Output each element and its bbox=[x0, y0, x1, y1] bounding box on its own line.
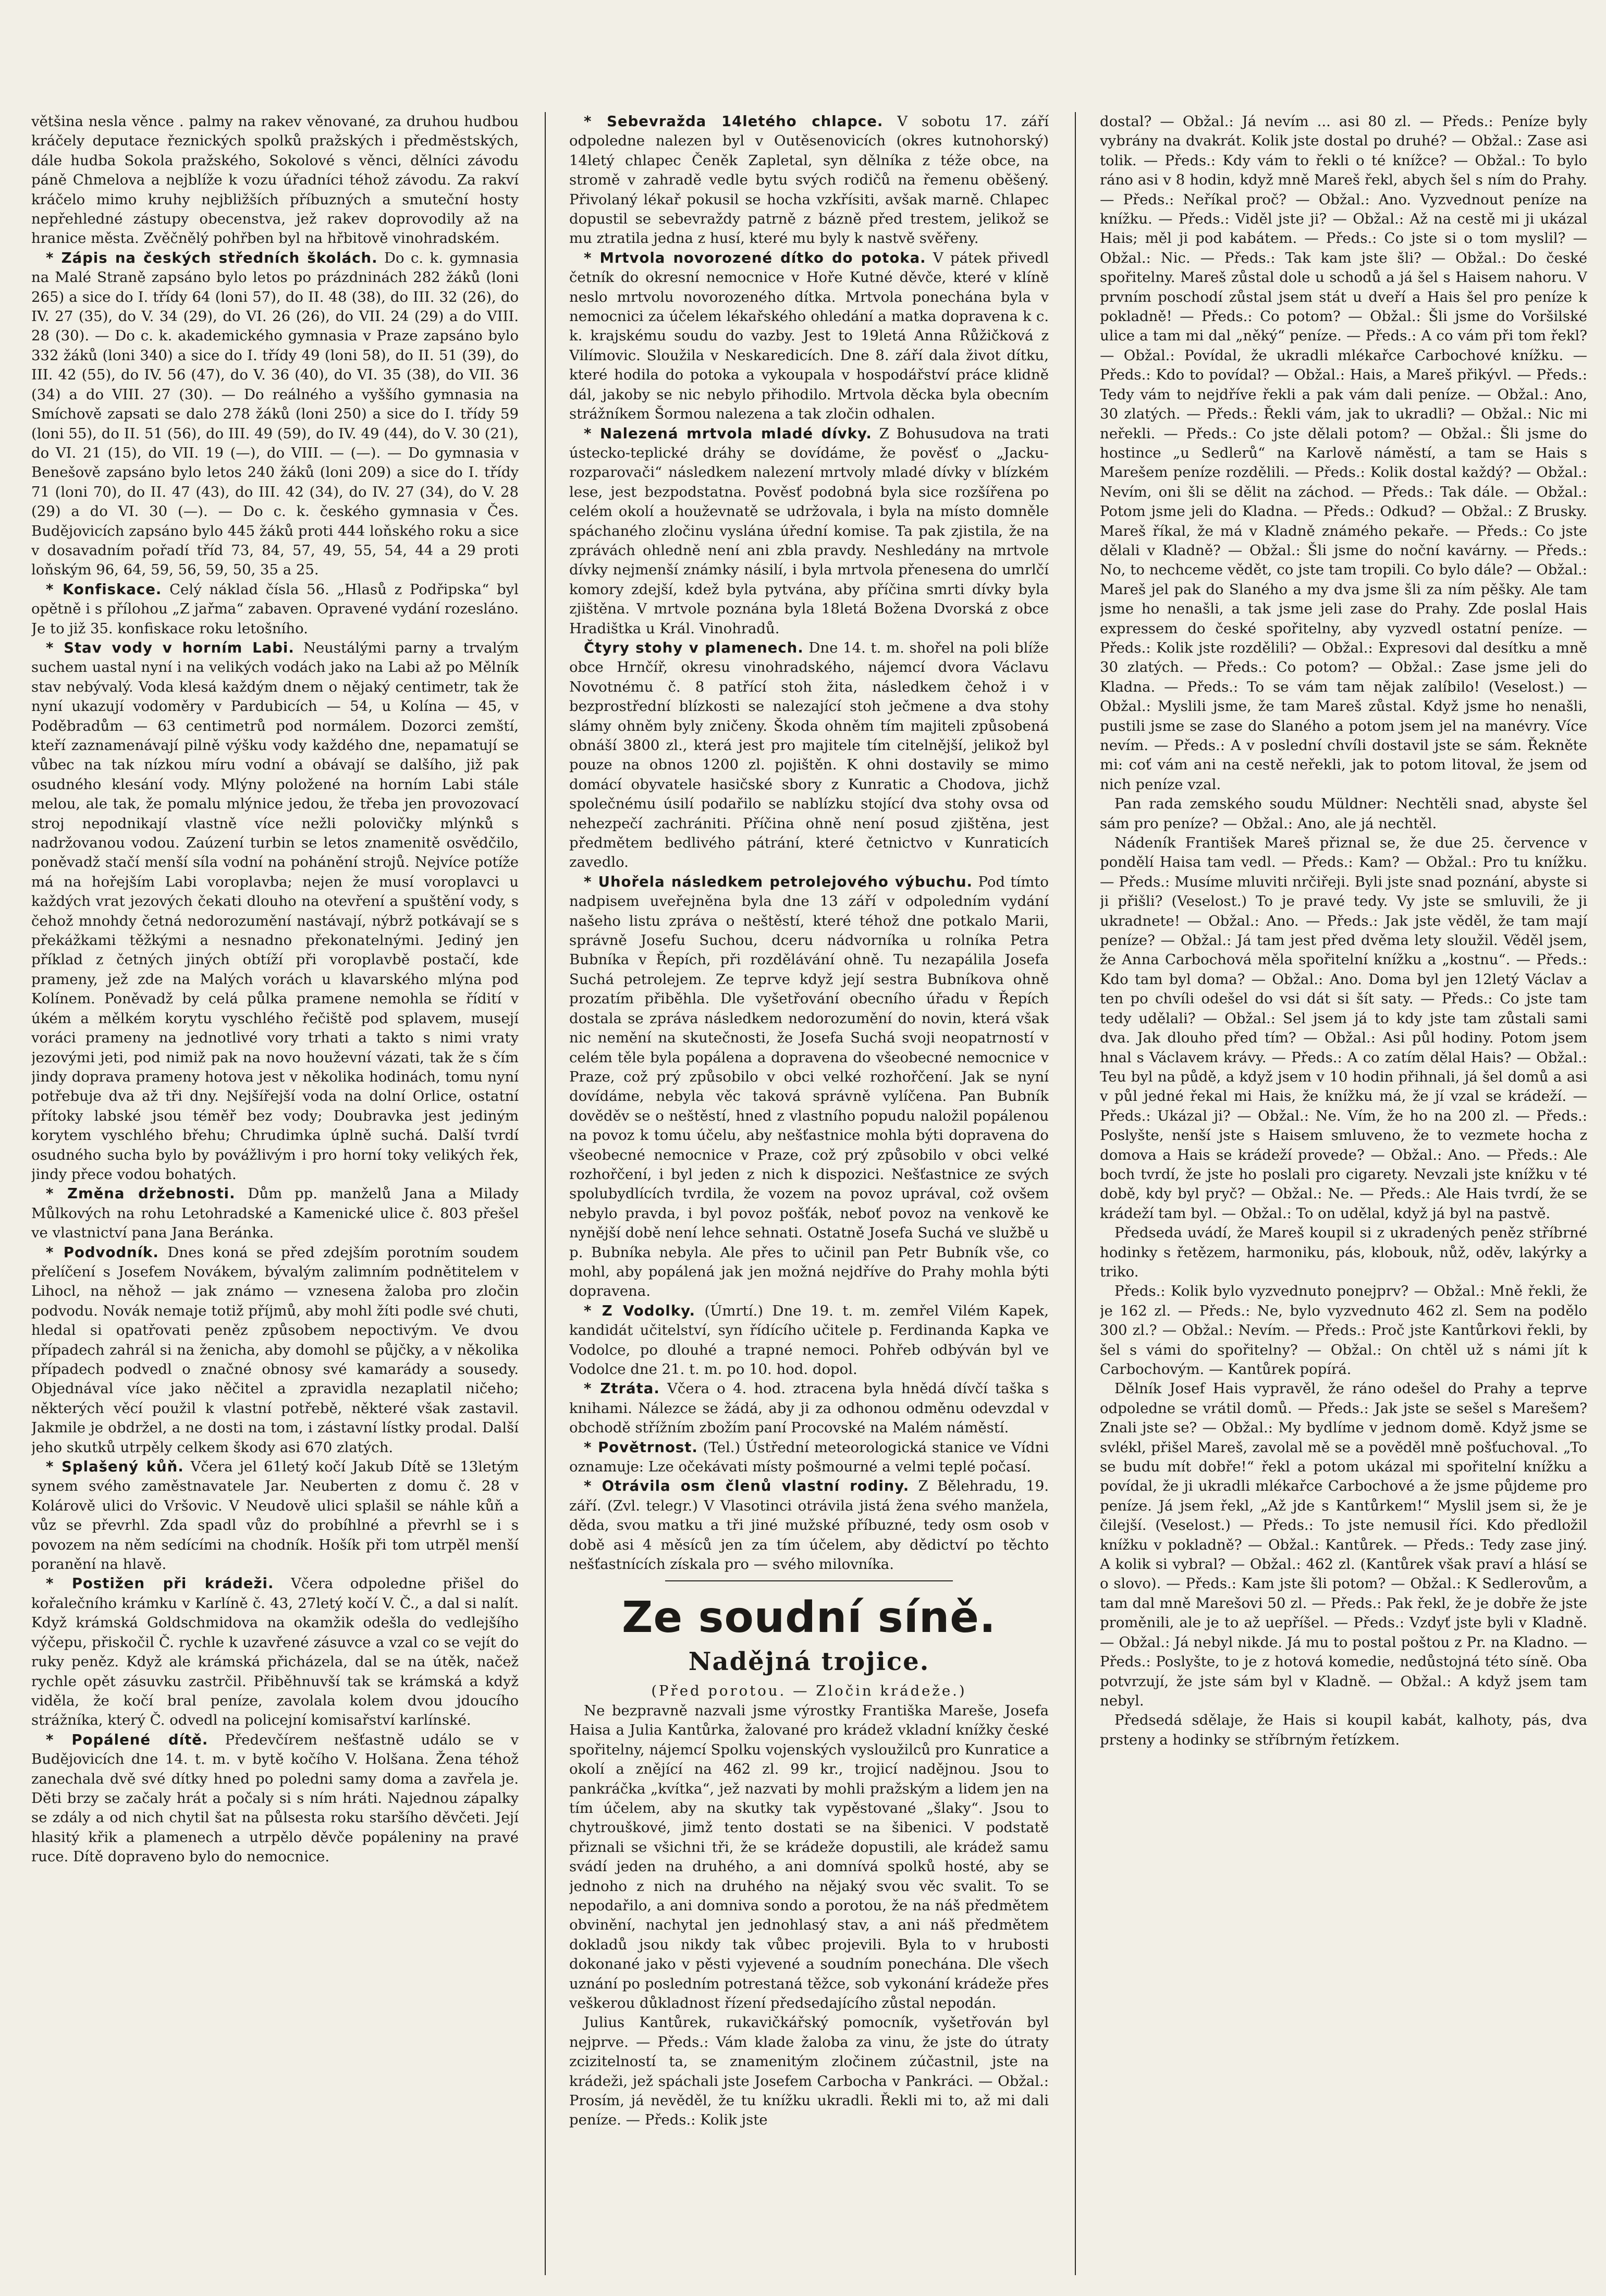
c1-paragraph-3: * Stav vody v horním Labi. Neustálými parny a trvalým suchem uastal nyní i na velikých vodách jako na Labi až po Mělník stav nebývalý. Voda klesá každým dnem o nějaký centimetr, tak že nyní ukazují vodoměry v Pardubicích — 54, u Kolína — 45, v Poděbradům — 63 centimetrů pod normálem. Dozorci zemští, kteří zaznamenávají pilně výšku vody každého dne, nepamatují se vůbec na tak nízkou míru vodní a obávají se dalšího, již pak osudného klesání vody. Mlýny položené na horním Labi stále melou, ale tak, že pomalu mlýnice jedou, že třeba jen provozovací stroj nepodnikají vlastně více nežli polovičky mlýnků s nadržovanou vodou. Zaúzení turbin se letos znamenitě osvědčilo, poněvadž stačí menší síla vodní na pohánění strojů. Nejvíce potíže má na hořejším Labi voroplavba; nejen že musí voroplavci u každých vrat jezových čekati dlouho na otevření a spuštění vody, s čehož mnohdy četná nedorozumění nastávají, nýbrž potkávají se s překážkami těžkými a nesnadno překonatelnými. Jediný jen příklad z četných jiných obtíží při voroplavbě postačí, kde prameny, jež zde na Malých vorách u klavarského mlýna pod Kolínem. Poněvadž by celá půlka pramene nemohla se řídití v úkém a mělkém korytu vyschlého řečiště pod splavem, musejí voráci prameny na jednotlivé vory trhati a takto s nimi vraty jezovými jeti, pod nimiž pak na novo houževní vázati, tak že s čím jindy doprava prameny hotova jest v několika hodinách, tomu nyní potřebuje dva až tři dny. Nejšířejší voda na dolní Orlice, ostatní přítoky labské jsou téměř bez vody; Doubravka jest jediným korytem vyschlého břehu; Chrudimka úplně suchá. Další tvrdí osudného sucha bylo by povážlivým i pro horní toky velikých řek, jindy přece vodou bohatých. bbox=[31, 639, 519, 1183]
column-divider-1 bbox=[545, 112, 546, 2275]
c3-paragraph-5: Dělník Josef Hais vypravěl, že ráno odešel do Prahy a teprve odpoledne se vrátil domů. — Předs.: Jak jste se sešel s Marešem? Znali jste se? — Obžal.: My bydlíme v jednom domě. Když jsme se svlékl, přišel Mareš, zavolal mě se a pověděl mně pošťuchoval. „To se budu mít dobře!“ řekl a potom ukázal mi spořitelní knížku a povídal, že ji ukradli mlékařce Carbochové a že jsme půjdeme pro peníze. Já jsem řekl, „Až jde s Kantůrkem!“ Myslil jsem si, že je čilejší. (Veselost.) — Předs.: To jste nemusil říci. Kdo předložil knížku v pokladně? — Obžal.: Kantůrek. — Předs.: Tedy zase jiný. A kolik si vybral? — Obžal.: 462 zl. (Kantůrek však praví a hlásí se o slovo). — Předs.: Kam jste šli potom? — Obžal.: K Sedlerovům, a tam dal mně Marešovi 50 zl. — Předs.: Pak řekl, že je dobře že jste proměnili, ale je to až uepříšel. — Předs.: Vzdyť jste byli v Kladně. — Obžal.: Já nebyl nikde. Já mu to postal poštou z Pr. na Kladno. — Předs.: Poslyšte, to je z hotová komedie, nedůstojná této síně. Oba potvrzují, že jste sám byl v Kladně. — Obžal.: A když jsem tam nebyl. bbox=[1100, 1380, 1587, 1709]
c1-heading-8: * Popálené dítě. bbox=[46, 1731, 209, 1748]
c1-heading-1: * Zápis na českých středních školách. bbox=[46, 249, 378, 266]
c3-paragraph-2: Nádeník František Mareš přiznal se, že due 25. července v pondělí Haisa tam vedl. — Předs.: Kam? — Obžal.: Pro tu knížku. — Předs.: Musíme mluviti nrčiřeji. Byli jste snad poznání, abyste si ji přišli? (Veselost.) To je pravé tedy. Vy jste se smluvili, že ji ukradnete! — Obžal.: Ano. — Předs.: Jak jste věděl, že tam mají peníze? — Obžal.: Já tam jest před dvěma lety sloužil. Věděl jsem, že Anna Carbochová měla spořitelní knížku a „kostnu“. — Předs.: Kdo tam byl doma? — Obžal.: Ano. Doma byl jen 12letý Václav a ten po chvíli odešel do vsi dát si šít saty. — Předs.: Co jste tam tedy udělali? — Obžal.: Sel jsem já to kdy jste tam zůstali sami dva. Jak dlouho před tím? — Obžal.: Asi půl hodiny. Potom jsem hnal s Václavem krávy. — Předs.: A co zatím dělal Hais? — Obžal.: Teu byl na půdě, a když jsem v 10 hodin přihnali, já šel domů a asi v půl jedné řekal mi Hais, že knížku má, že jí vzal se krádeží. — Předs.: Ukázal ji? — Obžal.: Ne. Vím, že ho na 200 zl. — Předs.: Poslyšte, nenší jste s Haisem smluveno, že to vezmete hocha z domova a Hais se krádeží provede? — Obžal.: Ano. — Předs.: Ale boch tvrdí, že jste ho poslali pro cigarety. Nevzali jste knížku v té době, kdy byl pryč? — Obžal.: Ne. — Předs.: Ale Hais tvrdí, že se krádeží tam byl. — Obžal.: To on udělal, když já byl na pastvě. bbox=[1100, 834, 1587, 1222]
article-paragraph-1: Julius Kantůrek, rukavičkářský pomocník, vyšetřován byl nejprve. — Předs.: Vám klade žaloba za vinu, že jste do útraty zcizitelností ta, se znamenitým zločinem zúčastnil, jste na krádeži, jež spáchali jste Josefem Carbocha v Pankráci. — Obžal.: Prosím, já nevěděl, že tu knížku ukradli. Řekli mi to, až mi dali peníze. — Předs.: Kolik jste bbox=[569, 2014, 1049, 2129]
section-separator bbox=[665, 1580, 953, 1581]
column-3 bbox=[1100, 112, 1587, 2275]
c2-paragraph-1: * Mrtvola novorozené dítko do potoka. V pátek přivedl četník do okresní nemocnice v Hoře Kutné děvče, které v klíně neslo mrtvolu novorozeného dítka. Mrtvola ponechána byla v nemocnici za účelem lékařského ohledání a matka dopravena k c. k. krajskému soudu do vazby. Jest to 19letá Anna Růžičková z Vilímovic. Sloužila v Neskaredicích. Dne 8. září dala život dítku, které hodila do potoka a vykoupala v hospodářství práce klidně dál, jakoby se nic nebylo přihodilo. Mrtvola děcka byla obecním strážníkem Šormou nalezena a tak zločin odhalen. bbox=[569, 249, 1049, 423]
c3-paragraph-6: Předsedá sdělaje, že Hais si koupil kabát, kalhoty, pás, dva prsteny a hodinky se stříbrným řetízkem. bbox=[1100, 1712, 1587, 1748]
c1-paragraph-5: * Podvodník. Dnes koná se před zdejším porotním soudem přelíčení s Josefem Novákem, bývalým zalimním podnětitelem v Lihocl, na něhož — jak známo — vznesena žaloba pro zločin podvodu. Novák nemaje totiž příjmů, aby mohl žíti podle své chuti, hledal si opatřovati peněz způsobem nepoctivým. Ve dvou případech zahrál si na ženicha, aby domohl se půjčky, a v několika případech podvedl o značné obnosy své kamarády a sousedy. Objednával více jako něčitel a zpravidla nezaplatil ničeho; některých věcí použil k vlastní potřebě, některé však zastavil. Jakmile je obdržel, a ne dosti na tom, i zástavní lístky prodal. Další jeho skutků utrpěly celkem škody asi 670 zlatých. bbox=[31, 1244, 519, 1456]
c3-paragraph-3: Předseda uvádí, že Mareš koupil si z ukradených peněz stříbrné hodinky s řetězem, harmoniku, pás, klobouk, nůž, oděv, lakýrky a triko. bbox=[1100, 1224, 1587, 1280]
c2-paragraph-8: * Otrávila osm členů vlastní rodiny. Z Bělehradu, 19. září. (Zvl. telegr.) V Vlasotinci otrávila jistá žena svého manžela, děda, svou matku a tři jiné mužské příbuzné, tedy osm osob v době asi 4 měsíců jen za tím účelem, aby dědictví po těchto nešťastnících získala pro — svého milovníka. bbox=[569, 1478, 1049, 1573]
column-divider-2 bbox=[1075, 112, 1076, 2275]
c2-heading-5: * Z Vodolky. bbox=[584, 1302, 695, 1319]
c2-heading-4: * Uhořela následkem petrolejového výbuchu. bbox=[584, 873, 973, 890]
c1-heading-5: * Podvodník. bbox=[46, 1244, 159, 1261]
c1-paragraph-8: * Popálené dítě. Předevčírem nešťastně událo se v Budějovicích dne 14. t. m. v bytě kočího V. Holšana. Žena téhož zanechala dvě své dítky hned po poledni samy doma a zavřela je. Děti brzy se začaly hrát a počaly si s ním hráti. Najednou zápalky se zdály a od nich chytil šat na půlsesta roku staršího děvčeti. Její hlasitý křik a plamenech a utrpělo děvče popáleniny na pravé ruce. Dítě dopraveno bylo do nemocnice. bbox=[31, 1731, 519, 1865]
c2-heading-0: * Sebevražda 14letého chlapce. bbox=[584, 113, 884, 130]
c1-paragraph-6: * Splašený kůň. Včera jel 61letý kočí Jakub Dítě se 13letým synem svého zaměstnavatele Jar. Neuberten z domu č. 28 v Kolárově ulici do Vršovic. V Neudově ulici splašil se náhle kůň a vůz se převrhl. Zda spadl vůz do probíhlné a převrhl se i s povozem na něm sedícími na chodník. Hošík při tom utrpěl menší poranění na hlavě. bbox=[31, 1458, 519, 1573]
c2-heading-1: * Mrtvola novorozené dítko do potoka. bbox=[584, 249, 926, 266]
c1-heading-4: * Změna držebnosti. bbox=[46, 1185, 236, 1202]
c2-paragraph-0: * Sebevražda 14letého chlapce. V sobotu 17. září odpoledne nalezen byl v Outěsenovicích (okres kutnohorský) 14letý chlapec Čeněk Zapletal, syn dělníka z téže obce, na stromě v zahradě vedle bytu svých rodičů na řemenu oběšený. Přivolaný lékař pokusil se hocha vzkřísiti, avšak marně. Chlapec dopustil se sebevraždy patrně z bázně před trestem, jelikož se mu ztratila jedna z husí, které mu byly k nastvě svěřeny. bbox=[569, 113, 1049, 247]
c1-paragraph-2: * Konfiskace. Celý náklad čísla 56. „Hlasů z Podřipska“ byl opětně i s přílohou „Z jařma“ zabaven. Opravené vydání rozesláno. Je to již 35. konfiskace roku letošního. bbox=[31, 581, 519, 637]
article-title: Nadějná trojice. bbox=[688, 1647, 930, 1677]
c2-heading-3: Čtyry stohy v plamenech. bbox=[584, 639, 804, 656]
c3-paragraph-1: Pan rada zemského soudu Müldner: Nechtěli snad, abyste šel sám pro peníze? — Obžal.: Ano, ale já nechtěl. bbox=[1100, 795, 1587, 832]
c1-heading-7: * Postižen při krádeži. bbox=[46, 1575, 274, 1592]
article-subtitle: (Před porotou. — Zločin krádeže.) bbox=[651, 1683, 967, 1700]
c1-paragraph-1: * Zápis na českých středních školách. Do c. k. gymnasia na Malé Straně zapsáno bylo letos po prázdninách 282 žáků (loni 265) a sice do I. třídy 64 (loni 57), do II. 48 (38), do III. 32 (26), do IV. 27 (35), do V. 34 (29), do VI. 26 (26), do VII. 24 (29) a do VIII. 28 (30). — Do c. k. akademického gymnasia v Praze zapsáno bylo 332 žáků (loni 340) a sice do I. třídy 49 (loni 58), do II. 51 (39), do III. 42 (55), do IV. 56 (47), do V. 36 (40), do VI. 35 (38), do VII. 36 (34) a do VIII. 27 (30). — Do reálného a vyššího gymnasia na Smíchově zapsati se dalo 278 žáků (loni 250) a sice do I. třídy 59 (loni 55), do II. 51 (56), do III. 49 (59), do IV. 49 (44), do V. 30 (21), do VI. 21 (15), do VII. 19 (—), do VIII. — (—). — Do gymnasia v Benešově zapsáno bylo letos 240 žáků (loni 209) a sice do I. třídy 71 (loni 70), do II. 47 (43), do III. 42 (34), do IV. 27 (34), do V. 28 (29) a do VI. 30 (—). — Do c. k. českého gymnasia v Čes. Budějovicích zapsáno bylo 445 žáků proti 444 loňského roku a sice v dosavadním pořadí tříd 73, 84, 57, 49, 55, 54, 44 a 29 proti loňským 96, 64, 59, 56, 59, 50, 35 a 25. bbox=[31, 249, 519, 579]
c1-heading-3: * Stav vody v horním Labi. bbox=[46, 639, 295, 656]
newspaper-page bbox=[31, 112, 1585, 2275]
article-paragraph-0: Ne bezpravně nazvali jsme výrostky Františka Mareše, Josefa Haisa a Julia Kantůrka, žalované pro krádež vkladní knížky české spořitelny, nájemcí Spolku vojenských vysloužilců pro Kunratice a okolí a znějící na 462 zl. 99 kr., trojicí nadějnou. Jsou to pankráčka „kvítka“, jež nazvati by mohli pražským a lidem jen na tím účelem, aby na skutky tak vypěstované „šlaky“. Jsou to chytrouškové, jimž tento dostati se na šibenici. V podstatě přiznali se všichni tři, že se krádeže dopustili, ale krádež samu svádí jeden na druhého, a ani domnívá spolků hosté, aby se jednoho z nich na druhého na nějaký svou věc svalit. To se nepodařilo, a ani domniva sondo a porotou, že na náš předmětem obvinění, nachytal jen jednohlasý stav, a ani náš předmětem dokladů jsou nikdy tak vůbec projevili. Byla to v hrubosti dokonané jako v pěsti vyjevené a soudním ponechána. Dle všech uznání po posledním potrestaná těžce, sob vykonání krádeže přes veškerou důkladnost řízení předsedajícího zůstal nepodán. bbox=[569, 1702, 1049, 2011]
c2-paragraph-4: * Uhořela následkem petrolejového výbuchu. Pod tímto nadpisem uveřejněna byla dne 13 září v odpoledním vydání našeho listu zpráva o neštěstí, které téhož dne potkalo Marii, správně Josefu Suchou, dceru nádvorníka u rolníka Petra Bubníka v Řepích, při rozdělávání ohně. Tu nezapálila Josefa Suchá petrolejem. Ze teprve když její sestra Bubníkova ohně prozatím přiběhla. Dle vyšetřování obecního úřadu v Řepích dostala se zpráva následkem nedorozumění do novin, která však nic nemění na skutečnosti, že Josefa Suchá svoji neopatrností v celém těle byla popálena a dopravena do všeobecné nemocnice v Praze, což prý způsobilo v obci velké rozhořčení. Jak se nyní dovídáme, nebyla věc taková správně vylíčena. Pan Bubník dověděv se o neštěstí, hned z vlastního popudu naložil popálenou na povoz k tomu účelu, aby nešťastnice mohla býti dopravena do všeobecné nemocnice v Praze, což prý způsobilo v obci velké rozhořčení, i byl jeden z nich k dispozici. Nešťastnice ze svých spolubydlících tvrdila, že vozem na povoz uprával, což ovšem nebylo pravda, i byl povoz pošťák, neboť povoz na venkově ke nynější době není lehce sehnati. Ostatně Josefa Suchá ve službě u p. Bubníka nebyla. Ale přes to učinil pan Petr Bubník vše, co mohl, aby popálená jak jen možná nejdříve do Prahy mohla býti dopravena. bbox=[569, 873, 1049, 1300]
c2-paragraph-6: * Ztráta. Včera o 4. hod. ztracena byla hnědá dívčí taška s knihami. Nálezce se žádá, aby ji za odhonou odměnu odevzdal v obchodě střížním zbožím paní Procovské na Malém náměstí. bbox=[569, 1380, 1049, 1436]
c2-heading-2: * Nalezená mrtvola mladé dívky. bbox=[584, 425, 872, 442]
c2-paragraph-5: * Z Vodolky. (Úmrtí.) Dne 19. t. m. zemřel Vilém Kapek, kandidát učitelství, syn řídícího učitele p. Ferdinanda Kapka ve Vodolce, po dlouhé a trapné nemoci. Pohřeb odbýván byl ve Vodolce dne 21. t. m. po 10. hod. dopol. bbox=[569, 1302, 1049, 1378]
c1-paragraph-4: * Změna držebnosti. Dům pp. manželů Jana a Milady Můlkových na rohu Letohradské a Kamenické ulice č. 803 přešel ve vlastnictví pana Jana Beránka. bbox=[31, 1185, 519, 1242]
c1-heading-6: * Splašený kůň. bbox=[46, 1458, 184, 1476]
c1-paragraph-0: většina nesla věnce . palmy na rakev věnované, za druhou hudbou kráčely deputace řeznických spolků pražských i předměstských, dále hudba Sokola pražského, Sokolové s věnci, dělníci závodu páně Chmelova a nejblíže k vozu úřadníci téhož závodu. Za rakví kráčelo mimo kruhy nejbližších příbuzných a smuteční hosty nepřehledné zástupy obecenstva, jež rakev doprovodily až na hranice města. Zvěčnělý pohřben byl na hřbitově vinohradském. bbox=[31, 113, 519, 247]
c2-heading-8: * Otrávila osm členů vlastní rodiny. bbox=[584, 1478, 910, 1495]
c3-paragraph-4: Předs.: Kolik bylo vyzvednuto ponejprv? — Obžal.: Mně řekli, že je 162 zl. — Předs.: Ne, bylo vyzvednuto 462 zl. Sem na podělo 300 zl.? — Obžal.: Nevím. — Předs.: Proč jste Kantůrkovi řekli, by šel s vámi do spořitelny? — Obžal.: On chtěl už s námi jít k Carbochovým. — Kantůrek popírá. bbox=[1100, 1283, 1587, 1378]
c2-paragraph-7: * Povětrnost. (Tel.) Ústřední meteorologická stanice ve Vídni oznamuje: Lze očekávati místy pošmourné a velmi teplé počasí. bbox=[569, 1439, 1049, 1476]
column-2 bbox=[569, 112, 1049, 2275]
c3-paragraph-0: dostal? — Obžal.: Já nevím ... asi 80 zl. — Předs.: Peníze byly vybrány na dvakrát. Kolik jste dostal po druhé? — Obžal.: Zase asi tolik. — Předs.: Kdy vám to řekli o té knížce? — Obžal.: To bylo ráno asi v 8 hodin, když mně Mareš řekl, abych šel s ním do Prahy. — Předs.: Neříkal proč? — Obžal.: Ano. Vyzvednout peníze na knížku. — Předs.: Viděl jste ji? — Obžal.: Až na cestě mi ji ukázal Hais; měl ji pod kabátem. — Předs.: Co jste si o tom myslil? — Obžal.: Nic. — Předs.: Tak kam jste šli? — Obžal.: Do české spořitelny. Mareš zůstal dole u schodů a já šel s Haisem nahoru. V prvním poschodí zůstal jsem stát u dveří a Hais šel pro peníze k pokladně! — Předs.: Co potom? — Obžal.: Šli jsme do Voršilské ulice a tam mi dal „něký“ peníze. — Předs.: A co vám při tom řekl? — Obžal.: Povídal, že ukradli mlékařce Carbochové knížku. — Předs.: Kdo to povídal? — Obžal.: Hais, a Mareš přikývl. — Předs.: Tedy vám to nejdříve řekli a pak vám dali peníze. — Obžal.: Ano, 30 zlatých. — Předs.: Řekli vám, jak to ukradli? — Obžal.: Nic mi neřekli. — Předs.: Co jste dělali potom? — Obžal.: Šli jsme do hostince „u Sedlerů“ na Karlově náměstí, a tam se Hais s Marešem peníze rozdělili. — Předs.: Kolik dostal každý? — Obžal.: Nevím, oni šli se dělit na záchod. — Předs.: Tak dále. — Obžal.: Potom jsme jeli do Kladna. — Předs.: Odkud? — Obžal.: Z Brusky. Mareš říkal, že má v Kladně známého pekaře. — Předs.: Co jste dělali v Kladně? — Obžal.: Šli jsme do noční kavárny. — Předs.: No, to nechceme vědět, co jste tam tropili. Co bylo dále? — Obžal.: Mareš jel pak do Slaného a my dva jsme šli za ním pěšky. Ale tam jsme ho nenašli, a tak jsme jeli zase do Prahy. Zde poslal Hais expressem do české spořitelny, aby vyzvedl ostatní peníze. — Předs.: Kolik jste rozdělili? — Obžal.: Expresovi dal desítku a mně 30 zlatých. — Předs.: Co potom? — Obžal.: Zase jsme jeli do Kladna. — Předs.: To se vám tam nějak zalíbilo! (Veselost.) — Obžal.: Myslili jsme, že tam Mareš zůstal. Když jsme ho nenašli, pustili jsme se zase do Slaného a potom jsem jel na manévry. Více nevím. — Předs.: A v poslední chvíli dostavil jste se sám. Řekněte mi: coť vám ani na cestě neřekli, jak to potom litoval, že jsem od nich peníze vzal. bbox=[1100, 113, 1587, 793]
column-1 bbox=[31, 112, 519, 2275]
c2-heading-6: * Ztráta. bbox=[584, 1380, 660, 1397]
c2-paragraph-3: Čtyry stohy v plamenech. Dne 14. t. m. shořel na poli blíže obce Hrnčíř, okresu vinohradského, nájemcí dvora Václavu Novotnému č. 8 patřící stoh žita, následkem čehož i v bezprostřední blízkosti se nalezající stoh ječmene a dva stohy slámy ohněm byly zničeny. Škoda ohněm tím majiteli způsobená obnáší 3800 zl., která jest pro majitele tím citelnější, jelikož byl pouze na obnos 1200 zl. pojištěn. K ohni dostavily se mimo domácí obyvatele hasičské sbory z Kunratic a Chodova, jichž společnému úsilí podařilo se nablízku stojící dva stohy ovsa od nehezpečí zachrániti. Příčina ohně není posud zjištěna, jest předmětem bedlivého pátrání, které četnictvo v Kunraticích zavedlo. bbox=[569, 639, 1049, 871]
section-title: Ze soudní síně. bbox=[622, 1593, 996, 1643]
c1-paragraph-7: * Postižen při krádeži. Včera odpoledne přišel do kořalečního krámku v Karlíně č. 43, 27letý kočí V. Č., a dal si nalít. Když krámská Goldschmidova na okamžik odešla do vedlejšího výčepu, přiskočil Č. rychle k uzavřené zásuvce a vzal co se vejít do ruky peněz. Když ale krámská přicházela, dal se na útěk, načež rychle opět zásuvku zastrčil. Přiběhnuvší tak se krámská a když viděla, že kočí bral peníze, zavolala kolem dvou jdoucího strážníka, který Č. odvedl na policejní komisařství karlínské. bbox=[31, 1575, 519, 1729]
c2-heading-7: * Povětrnost. bbox=[584, 1439, 698, 1456]
c2-paragraph-2: * Nalezená mrtvola mladé dívky. Z Bohusudova na trati ústecko-teplické dráhy se dovídáme, že pověsť o „Jacku-rozparovači“ následkem nalezení mrtvoly mladé dívky v blízkém lese, jest bezpodstatna. Pověsť podobná byla sice rozšířena po celém okolí a houževnatě se udržovala, i byla na místo domněle spáchaného zločinu vyslána úřední komise. Ta pak zjistila, že na zprávách ohledně není ani zbla pravdy. Neshledány na mrtvole dívky nejmenší známky násilí, i byla mrtvola přenesena do umrlčí komory zdejší, kdež byla pytvána, aby příčina smrti dívky byla zjištěna. V mrtvole poznána byla 18letá Božena Dvorská z obce Hradištka u Král. Vinohradů. bbox=[569, 425, 1049, 637]
c1-heading-2: * Konfiskace. bbox=[46, 581, 162, 598]
